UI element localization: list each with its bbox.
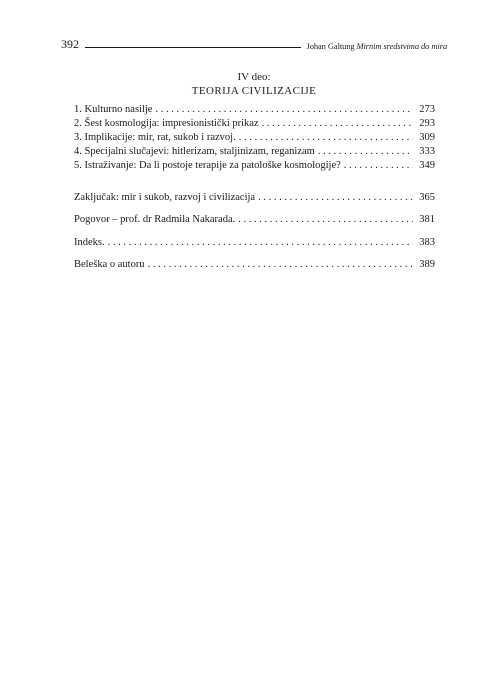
toc-entry-label: 4. Specijalni slučajevi: hitlerizam, staljinizam, reganizam	[74, 146, 315, 157]
toc-entry-page: 389	[419, 258, 435, 270]
toc-leader-dots	[344, 159, 413, 173]
toc-entry[interactable]	[74, 258, 435, 280]
toc-leader-dots	[108, 236, 413, 250]
toc-leader-dots	[155, 103, 413, 117]
toc-entry-page: 333	[419, 146, 435, 157]
toc-entry[interactable]	[74, 236, 435, 258]
toc-entry-label: Pogovor – prof. dr Radmila Nakarada.	[74, 214, 236, 226]
running-header	[61, 34, 447, 50]
toc-entry-label: Beleška o autoru	[74, 258, 145, 270]
toc-leader-dots	[318, 145, 413, 159]
toc-entry-page: 365	[419, 192, 435, 203]
toc-entry-label: 3. Implikacije: mir, rat, sukob i razvoj.	[74, 132, 236, 143]
toc-leader-dots	[239, 131, 413, 145]
toc-entry-page: 273	[419, 104, 435, 115]
toc-entry-page: 383	[419, 236, 435, 248]
part-label: IV deo:	[237, 71, 271, 83]
toc-entry-label: 2. Šest kosmologija: impresionistički prikaz	[74, 118, 259, 129]
toc-entry-label: 1. Kulturno nasilje	[74, 104, 153, 115]
toc-entry-label: Zaključak: mir i sukob, razvoj i civilizacija	[74, 192, 256, 203]
header-author: Johan Galtung	[306, 40, 355, 51]
toc-entry[interactable]	[74, 103, 435, 117]
back-matter-list	[74, 191, 435, 280]
header-rule	[85, 47, 301, 48]
toc-entry-page: 309	[419, 132, 435, 143]
toc-entry-page: 381	[419, 214, 435, 226]
page-number: 392	[61, 37, 79, 51]
toc-leader-dots	[262, 117, 413, 131]
toc-leader-dots	[238, 213, 413, 227]
toc-entry[interactable]	[74, 117, 435, 131]
toc-entry[interactable]	[74, 131, 435, 145]
toc-entry[interactable]	[74, 213, 435, 235]
header-book-title: Mirnim sredstvima do mira	[356, 40, 447, 51]
toc-entry-label: 5. Istraživanje: Da li postoje terapije za patološke kosmologije?	[74, 160, 341, 171]
toc-entry[interactable]	[74, 191, 435, 213]
toc-entry-page: 293	[419, 118, 435, 129]
part-title: TEORIJA CIVILIZACIJE	[191, 85, 317, 97]
toc-leader-dots	[148, 258, 413, 272]
toc-leader-dots	[258, 191, 413, 205]
toc-entry-page: 349	[419, 160, 435, 171]
toc-entry[interactable]	[74, 145, 435, 159]
part-heading	[60, 70, 448, 98]
toc-entry-label: Indeks.	[74, 236, 105, 248]
chapter-list	[74, 103, 435, 173]
toc-entry[interactable]	[74, 159, 435, 173]
